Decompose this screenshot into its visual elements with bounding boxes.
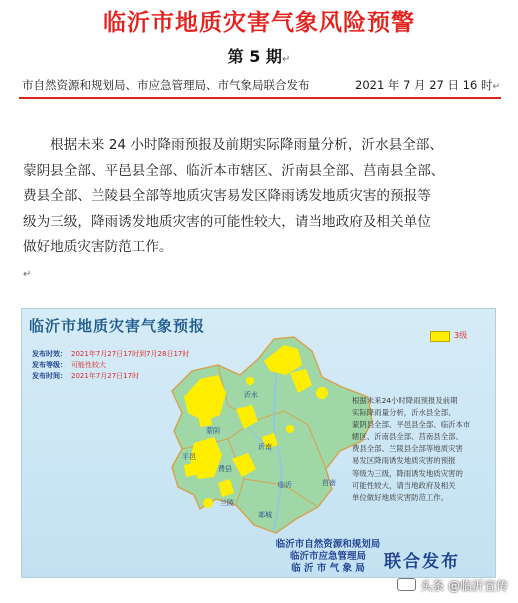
publisher-line [22,77,500,93]
agency-name: 临沂市应急管理局 [289,551,366,562]
legend-label: 3级 [454,331,468,340]
agency-name: 临沂市自然资源和规划局 [275,539,381,550]
watermark-text: 头条 @临沂宣传 [420,579,508,593]
issue-label: 第 5 期 [227,47,282,66]
place-label: 费县 [218,465,232,473]
place-label: 兰陵 [220,499,234,507]
warning-area [184,463,196,477]
paragraph-mark: ↵ [281,54,291,65]
place-label: 平邑 [182,453,196,461]
body-paragraph [23,133,501,288]
warning-area [286,425,294,433]
document-title: 临沂市地质灾害气象风险预警 [103,10,415,36]
place-label: 蒙阴 [206,427,220,435]
body-line: 费县全部、兰陵县全部等地质灾害易发区降雨诱发地质灾害的预报等 [23,188,431,205]
paragraph-mark: ↵ [492,82,500,92]
body-line-text: 做好地质灾害防范工作。 [23,239,173,256]
place-label: 莒南 [322,479,336,487]
warning-area [198,411,212,427]
issue-number [0,44,518,67]
meta-key: 发布时效： [32,350,67,358]
map-title: 临沂市地质灾害气象预报 [29,317,206,335]
place-label: 沂南 [258,443,272,451]
agency-list [258,539,398,575]
map-description-line: 实际降雨量分析，沂水县全部、 [352,408,456,418]
map-description-line: 辖区、沂南县全部、莒南县全部、 [352,432,463,442]
body-line-last [23,235,501,287]
legend-swatch-level-3 [430,331,450,342]
map-description [352,395,482,504]
place-label: 沂水 [244,391,258,399]
body-line: 根据未来 24 小时降雨预报及前期实际降雨量分析，沂水县全部、 [50,137,443,153]
meta-key: 发布等级： [32,361,67,369]
meta-value: 2021年7月27日17时 [71,372,140,380]
agency-name: 临 沂 市 气 象 局 [291,563,365,574]
map-description-line: 费县全部、兰陵县全部等地质灾害 [352,444,463,454]
map-description-line: 单位做好地质灾害防范工作。 [352,492,449,502]
warning-area [203,498,213,508]
map-description-line: 等级为三级，降雨诱发地质灾害的 [352,468,463,478]
map-description-line: 可能性较大，请当地政府及相关 [352,480,456,490]
publisher-names: 市自然资源和规划局、市应急管理局、市气象局联合发布 [22,78,310,92]
forecast-map-image [21,308,496,578]
map-meta-row [32,360,106,370]
warning-area [246,377,254,385]
body-line: 蒙阴县全部、平邑县全部、临沂本市辖区、沂南县全部、莒南县全部、 [23,162,445,179]
joint-release-label: 联合发布 [384,552,460,572]
meta-value: 可能性较大 [71,361,106,369]
map-meta-row [32,349,189,359]
body-line: 级为三级，降雨诱发地质灾害的可能性较大，请当地政府及相关单位 [23,213,431,230]
publish-date-group [355,77,500,93]
red-divider [19,97,501,99]
paragraph-mark: ↵ [23,268,32,280]
place-label: 郯城 [258,511,272,519]
meta-key: 发布时间： [32,372,67,380]
place-label: 临沂 [278,481,292,489]
toutiao-logo-icon [397,578,416,591]
map-description-line: 易发区降雨诱发地质灾害的预报 [352,456,456,466]
meta-value: 2021年7月27日17时到7月28日17时 [71,350,190,358]
publish-date: 2021 年 7 月 27 日 16 时 [355,78,493,92]
map-description-line: 蒙阴县全部、平邑县全部、临沂本市 [352,420,471,430]
source-watermark [397,577,508,594]
map-meta-row [32,371,139,381]
map-description-line: 根据未来24小时降雨预报及前期 [352,396,458,405]
warning-area [316,387,328,399]
